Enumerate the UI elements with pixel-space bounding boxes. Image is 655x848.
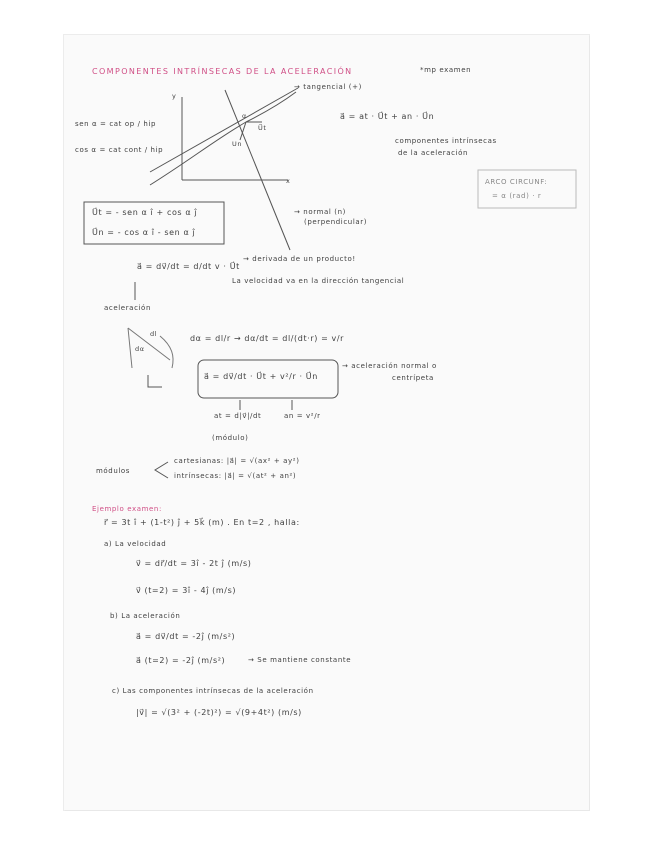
derivative-formula: a⃗ = dv⃗/dt = d/dt v · U⃗t (137, 262, 240, 271)
normal-sublabel: (perpendicular) (304, 218, 368, 226)
derivative-note: → derivada de un producto! (243, 255, 356, 263)
accel-note-2: de la aceleración (398, 149, 469, 157)
modulo-note: (módulo) (212, 434, 249, 442)
accel-label: aceleración (104, 304, 151, 312)
at-formula: at = d|v⃗|/dt (214, 412, 262, 420)
x-axis-label: x (286, 177, 291, 185)
modulus-label: módulos (96, 467, 131, 475)
velocity-note: La velocidad va en la dirección tangencial (232, 277, 405, 285)
part-c-label: c) Las componentes intrínsecas de la aceleración (112, 687, 314, 695)
un-vector-label: Un (232, 140, 243, 148)
velocity-at-t2: v⃗ (t=2) = 3î - 4ĵ (m/s) (136, 586, 237, 595)
part-a-label: a) La velocidad (104, 540, 167, 548)
page-title: COMPONENTES INTRÍNSECAS DE LA ACELERACIÓN (92, 67, 353, 76)
ut-unit-vector: U⃗t = - sen α î + cos α ĵ (92, 208, 198, 217)
velocity-formula: v⃗ = dr⃗/dt = 3î - 2t ĵ (m/s) (136, 559, 252, 568)
position-vector: r⃗ = 3t î + (1-t²) ĵ + 5k⃗ (m) . En t=2 , halla: (104, 518, 300, 527)
modulus-cartesian: cartesianas: |a⃗| = √(ax² + ay²) (174, 457, 300, 465)
tangent-label: → tangencial (+) (294, 83, 362, 91)
normal-accel-note-2: centrípeta (392, 374, 434, 382)
normal-accel-note-1: → aceleración normal o (342, 362, 437, 370)
header-note: *mp examen (420, 66, 472, 74)
an-formula: an = v²/r (284, 412, 321, 420)
accel-note-1: componentes intrínsecas (395, 137, 497, 145)
ut-vector-label: U⃗t (258, 124, 267, 132)
arc-note-1: ARCO CIRCUNF: (485, 178, 548, 186)
sin-definition: sen α = cat op / hip (75, 120, 157, 128)
normal-label: → normal (n) (294, 208, 346, 216)
angle-relation-formula: dα = dl/r → dα/dt = dl/(dt·r) = v/r (190, 334, 345, 343)
acceleration-formula: a⃗ = dv⃗/dt = -2ĵ (m/s²) (136, 632, 236, 641)
cos-definition: cos α = cat cont / hip (75, 146, 164, 154)
y-axis-label: y (172, 92, 177, 100)
velocity-modulus: |v⃗| = √(3² + (-2t)²) = √(9+4t²) (m/s) (136, 708, 302, 717)
dalpha-label: dα (135, 345, 145, 353)
modulus-intrinsic: intrínsecas: |a⃗| = √(at² + an²) (174, 472, 297, 480)
acceleration-note: → Se mantiene constante (248, 656, 352, 664)
alpha-label: α (242, 112, 247, 120)
dl-label: dl (150, 330, 158, 338)
arc-note-2: = α (rad) · r (492, 192, 542, 200)
acceleration-at-t2: a⃗ (t=2) = -2ĵ (m/s²) (136, 656, 226, 665)
accel-intrinsic-formula: a⃗ = dv⃗/dt · U⃗t + v²/r · U⃗n (204, 372, 318, 381)
part-b-label: b) La aceleración (110, 612, 181, 620)
un-unit-vector: U⃗n = - cos α î - sen α ĵ (92, 228, 196, 237)
example-title: Ejemplo examen: (92, 505, 162, 513)
accel-decomposition: a⃗ = at · U⃗t + an · U⃗n (340, 112, 435, 121)
